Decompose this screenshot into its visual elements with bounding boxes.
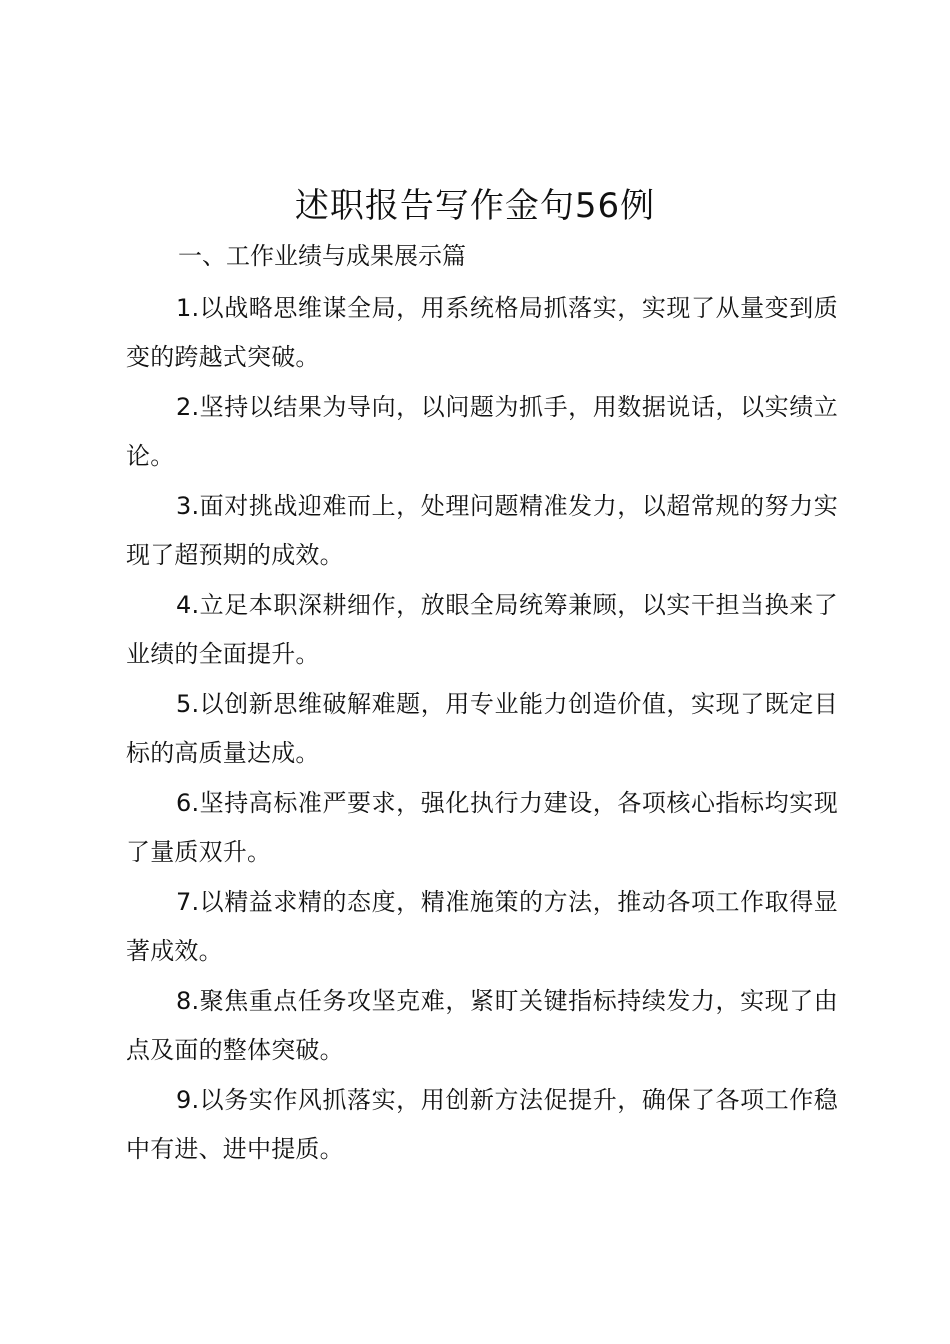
list-item: 8.聚焦重点任务攻坚克难，紧盯关键指标持续发力，实现了由点及面的整体突破。 [126, 987, 838, 1064]
list-item: 9.以务实作风抓落实，用创新方法促提升，确保了各项工作稳中有进、进中提质。 [126, 1086, 838, 1163]
list-item: 6.坚持高标准严要求，强化执行力建设，各项核心指标均实现了量质双升。 [126, 789, 838, 866]
list-item: 5.以创新思维破解难题，用专业能力创造价值，实现了既定目标的高质量达成。 [126, 690, 838, 767]
list-item: 4.立足本职深耕细作，放眼全局统筹兼顾，以实干担当换来了业绩的全面提升。 [126, 591, 838, 668]
document-title: 述职报告写作金句56例 [294, 186, 656, 226]
list-item: 2.坚持以结果为导向，以问题为抓手，用数据说话，以实绩立论。 [126, 393, 838, 470]
section-heading: 一、工作业绩与成果展示篇 [178, 242, 466, 270]
list-item: 7.以精益求精的态度，精准施策的方法，推动各项工作取得显著成效。 [126, 888, 838, 965]
list-item: 3.面对挑战迎难而上，处理问题精准发力，以超常规的努力实现了超预期的成效。 [126, 492, 838, 569]
list-item: 1.以战略思维谋全局，用系统格局抓落实，实现了从量变到质变的跨越式突破。 [126, 294, 838, 371]
